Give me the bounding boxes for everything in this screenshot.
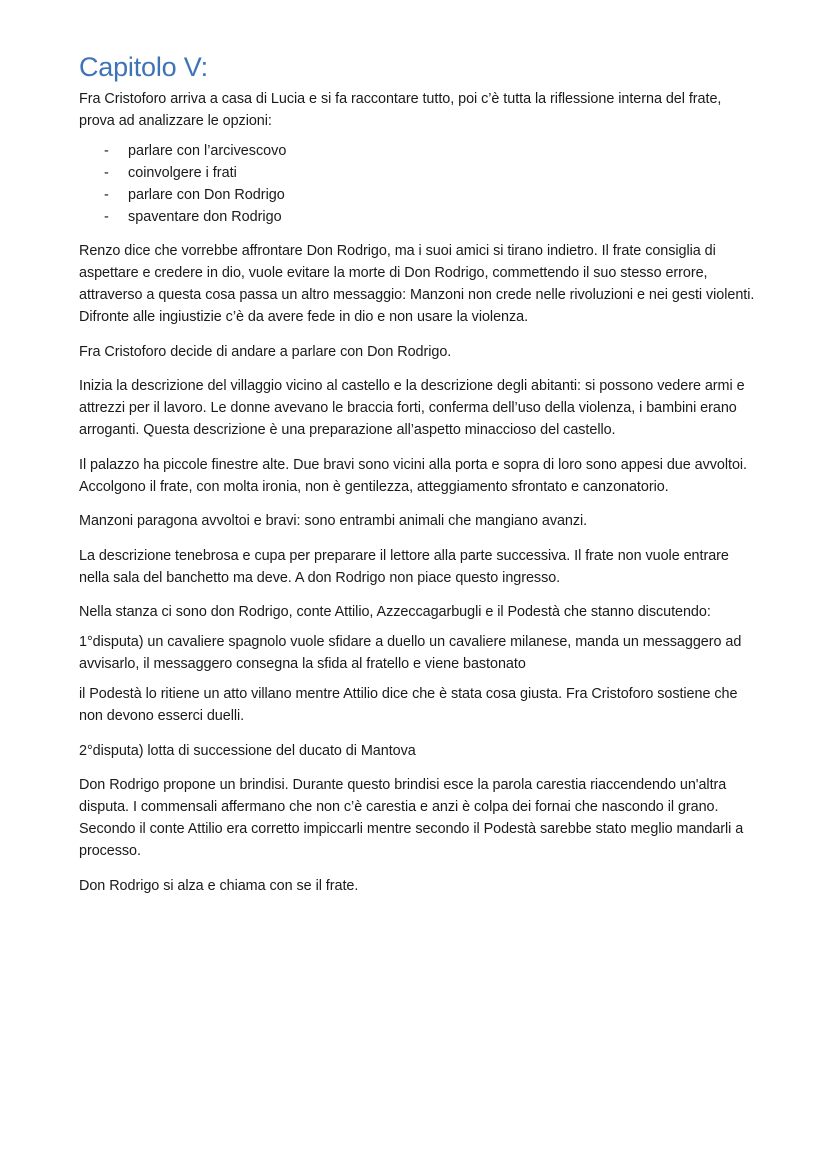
list-item-text: spaventare don Rodrigo: [128, 209, 282, 225]
list-item: [79, 184, 759, 206]
paragraph-decision: Fra Cristoforo decide di andare a parlare con Don Rodrigo.: [79, 343, 452, 360]
document-page: [79, 50, 759, 909]
list-item-text: coinvolgere i frati: [128, 165, 237, 181]
bullet-dash: -: [104, 187, 109, 203]
paragraph-room: Nella stanza ci sono don Rodrigo, conte Attilio, Azzeccagarbugli e il Podestà che stanno discutendo:: [79, 604, 711, 620]
bullet-dash: -: [104, 209, 109, 225]
intro-paragraph: Fra Cristoforo arriva a casa di Lucia e si fa raccontare tutto, poi c’è tutta la riflessione interna del frate, prova ad analizzare le opzioni:: [79, 91, 722, 129]
options-list: [79, 140, 759, 228]
paragraph-podesta: il Podestà lo ritiene un atto villano mentre Attilio dice che è stata cosa giusta. Fra Cristoforo sostiene che non devono esserci duelli.: [79, 686, 738, 724]
bullet-dash: -: [104, 143, 109, 159]
paragraph-renzo: Renzo dice che vorrebbe affrontare Don Rodrigo, ma i suoi amici si tirano indietro. Il frate consiglia di aspettare e credere in dio, vuole evitare la morte di Don Rodrigo, commettendo il suo stesso errore, attraverso a questa cosa passa un altro messaggio: Manzoni non crede nelle rivoluzioni e nei gesti violenti. Difronte alle ingiustizie c’è da avere fede in dio e non usare la violenza.: [79, 243, 755, 325]
paragraph-ending: Don Rodrigo si alza e chiama con se il frate.: [79, 877, 359, 894]
paragraph-toast: Don Rodrigo propone un brindisi. Durante questo brindisi esce la parola carestia riaccendendo un'altra disputa. I commensali affermano che non c’è carestia e anzi è colpa dei fornai che nascondo il grano. Secondo il conte Attilio era corretto impiccarli mentre secondo il Podestà sarebbe stato meglio mandarli a processo.: [79, 777, 744, 859]
list-item-text: parlare con Don Rodrigo: [128, 187, 285, 203]
list-item: [79, 162, 759, 184]
paragraph-gloomy: La descrizione tenebrosa e cupa per preparare il lettore alla parte successiva. Il frate non vuole entrare nella sala del banchetto ma deve. A don Rodrigo non piace questo ingresso.: [79, 547, 729, 586]
list-item: [79, 206, 759, 228]
paragraph-dispute-1: 1°disputa) un cavaliere spagnolo vuole sfidare a duello un cavaliere milanese, manda un messaggero ad avvisarlo, il messaggero consegna la sfida al fratello e viene bastonato: [79, 634, 742, 672]
paragraph-village: Inizia la descrizione del villaggio vicino al castello e la descrizione degli abitanti: si possono vedere armi e attrezzi per il lavoro. Le donne avevano le braccia forti, conferma dell’uso della violenza, i bambini erano arroganti. Questa descrizione è una preparazione all’aspetto minaccioso del castello.: [79, 378, 745, 438]
paragraph-palace: Il palazzo ha piccole finestre alte. Due bravi sono vicini alla porta e sopra di loro sono appesi due avvoltoi. Accolgono il frate, con molta ironia, non è gentilezza, atteggiamento sfrontato e canzonatorio.: [79, 456, 748, 495]
list-item-text: parlare con l’arcivescovo: [128, 143, 287, 159]
paragraph-vultures: Manzoni paragona avvoltoi e bravi: sono entrambi animali che mangiano avanzi.: [79, 513, 588, 529]
bullet-dash: -: [104, 165, 109, 181]
chapter-title: Capitolo V:: [79, 52, 208, 82]
list-item: [79, 140, 759, 162]
paragraph-dispute-2: 2°disputa) lotta di successione del ducato di Mantova: [79, 742, 416, 759]
